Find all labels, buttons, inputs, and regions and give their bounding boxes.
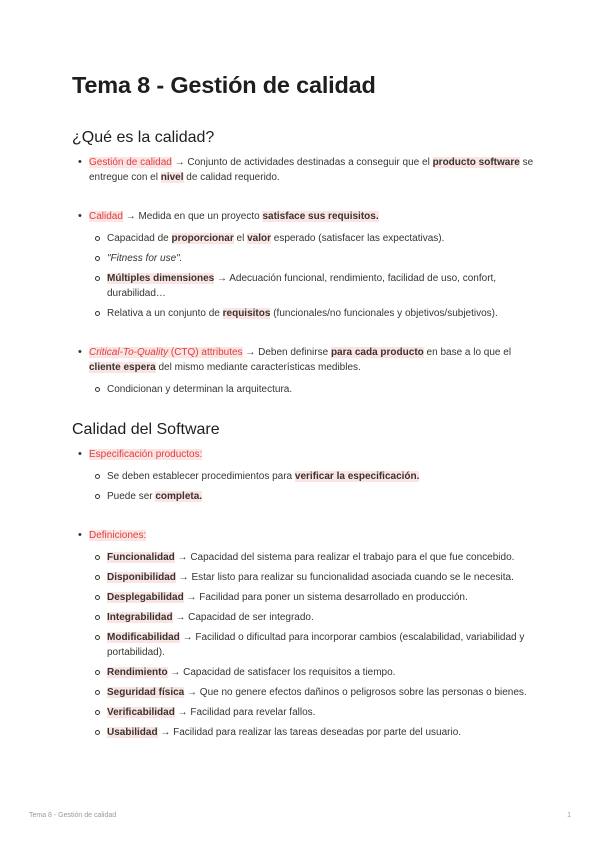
keyword: producto software (432, 157, 520, 168)
keyword: Verificabilidad (107, 707, 175, 718)
list-item (89, 489, 538, 504)
keyword: completa. (155, 491, 203, 502)
bullet-gestion-de-calidad (72, 155, 538, 185)
keyword: Disponibilidad (107, 572, 176, 583)
text: Capacidad de (107, 233, 172, 244)
calidad-sublist (89, 231, 538, 321)
keyword: nivel (160, 172, 184, 183)
page-title: Tema 8 - Gestión de calidad (72, 72, 376, 98)
list-item (89, 251, 538, 266)
text: → Capacidad del sistema para realizar el trabajo para el que fue concebido. (174, 552, 515, 563)
text: esperado (satisfacer las expectativas). (270, 233, 445, 244)
keyword: valor (247, 233, 271, 244)
text: → Facilidad o dificultad para incorporar cambios (escalabilidad, variabilidad y portabilidad). (107, 632, 525, 658)
text: → Capacidad de satisfacer los requisitos a tiempo. (167, 667, 396, 678)
term-rest: (CTQ) attributes (168, 347, 243, 358)
bullet-definiciones (72, 528, 538, 740)
section-heading-calidad-software: Calidad del Software (72, 421, 220, 438)
keyword: Funcionalidad (107, 552, 175, 563)
text: (funcionales/no funcionales y objetivos/subjetivos). (270, 308, 498, 319)
bullet-calidad (72, 209, 538, 321)
text: Puede ser (107, 491, 156, 502)
section-heading-que-es-calidad: ¿Qué es la calidad? (72, 129, 215, 146)
bullet-especificacion (72, 447, 538, 504)
term-calidad: Calidad (89, 211, 123, 222)
text: → Conjunto de actividades destinadas a conseguir que el (171, 157, 433, 168)
footer-title: Tema 8 - Gestión de calidad (29, 812, 117, 819)
definition-item (89, 630, 538, 660)
text: en base a lo que el (423, 347, 512, 358)
especificacion-sublist (89, 469, 538, 504)
italic-text: "Fitness for use". (107, 253, 183, 264)
bullet-ctq-attributes (72, 345, 538, 397)
text: → Adecuación funcional, rendimiento, facilidad de uso, confort, durabilidad… (107, 273, 497, 299)
term-definiciones: Definiciones: (89, 530, 147, 541)
definition-item (89, 570, 538, 585)
text: se entregue con el (89, 157, 534, 183)
section1-list (72, 155, 538, 397)
list-item (89, 469, 538, 484)
keyword: Integrabilidad (107, 612, 173, 623)
list-item: Condicionan y determinan la arquitectura. (89, 382, 538, 397)
list-item (89, 231, 538, 246)
keyword: Seguridad física (107, 687, 185, 698)
keyword: proporcionar (171, 233, 234, 244)
keyword: Modificabilidad (107, 632, 180, 643)
text: de calidad requerido. (183, 172, 280, 183)
text: → Deben definirse (242, 347, 331, 358)
text: → Medida en que un proyecto (122, 211, 263, 222)
list-item (89, 306, 538, 321)
keyword: Múltiples dimensiones (107, 273, 215, 284)
definition-item (89, 725, 538, 740)
definition-item (89, 550, 538, 565)
term-especificacion: Especificación productos: (89, 449, 203, 460)
text: → Que no genere efectos dañinos o peligrosos sobre las personas o bienes. (184, 687, 527, 698)
list-item (89, 271, 538, 301)
keyword: cliente espera (89, 362, 156, 373)
definition-item (89, 685, 538, 700)
keyword: Usabilidad (107, 727, 158, 738)
keyword: satisface sus requisitos. (262, 211, 379, 222)
ctq-sublist (89, 382, 538, 397)
page-number: 1 (567, 812, 571, 819)
definiciones-sublist (89, 550, 538, 740)
page-footer (29, 812, 571, 819)
text: → Facilidad para realizar las tareas deseadas por parte del usuario. (157, 727, 462, 738)
text: → Estar listo para realizar su funcionalidad asociada cuando se le necesita. (175, 572, 514, 583)
definition-item (89, 705, 538, 720)
keyword: Rendimiento (107, 667, 168, 678)
text: → Facilidad para poner un sistema desarrollado en producción. (183, 592, 468, 603)
keyword: requisitos (222, 308, 271, 319)
text: → Facilidad para revelar fallos. (174, 707, 316, 718)
definition-item (89, 665, 538, 680)
text: el (233, 233, 248, 244)
term-italic: Critical-To-Quality (89, 347, 169, 358)
term-ctq (89, 347, 243, 358)
definition-item (89, 610, 538, 625)
keyword: verificar la especificación. (294, 471, 420, 482)
text: Relativa a un conjunto de (107, 308, 223, 319)
document-page (72, 72, 538, 764)
definition-item (89, 590, 538, 605)
text: del mismo mediante características medibles. (155, 362, 361, 373)
term-gestion-de-calidad: Gestión de calidad (89, 157, 172, 168)
section2-list (72, 447, 538, 740)
keyword: para cada producto (330, 347, 424, 358)
keyword: Desplegabilidad (107, 592, 184, 603)
text: → Capacidad de ser integrado. (172, 612, 314, 623)
text: Se deben establecer procedimientos para (107, 471, 295, 482)
